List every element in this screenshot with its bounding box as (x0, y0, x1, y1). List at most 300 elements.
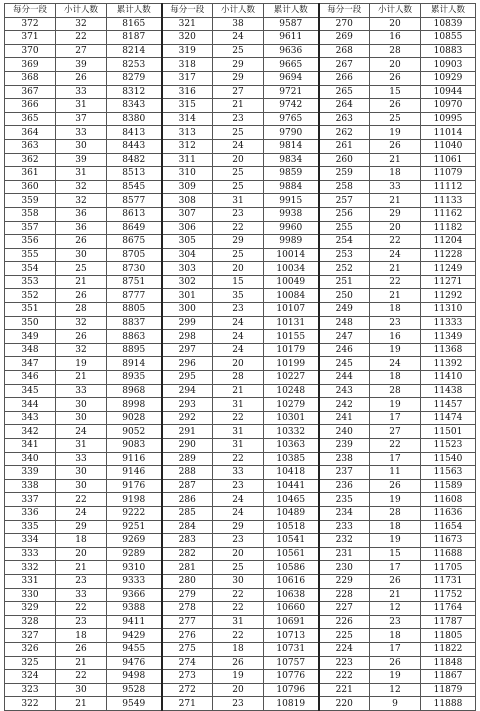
cell-cumulative: 11752 (421, 588, 476, 602)
cell-count: 24 (213, 493, 264, 507)
cell-cumulative: 8968 (107, 384, 162, 398)
cell-cumulative: 10489 (264, 506, 319, 520)
cell-cumulative: 8343 (107, 99, 162, 113)
cell-count: 30 (56, 411, 107, 425)
cell-cumulative: 11879 (421, 683, 476, 697)
cell-count: 33 (213, 466, 264, 480)
cell-score: 348 (5, 343, 56, 357)
cell-score: 346 (5, 371, 56, 385)
cell-score: 313 (162, 126, 213, 140)
cell-score: 336 (5, 506, 56, 520)
cell-count: 18 (370, 520, 421, 534)
cell-cumulative: 10970 (421, 99, 476, 113)
cell-score: 367 (5, 85, 56, 99)
table-row (5, 316, 476, 330)
cell-score: 278 (162, 602, 213, 616)
cell-score: 322 (5, 697, 56, 711)
cell-cumulative: 11563 (421, 466, 476, 480)
cell-count: 30 (213, 574, 264, 588)
cell-score: 234 (319, 506, 370, 520)
cell-cumulative: 11888 (421, 697, 476, 711)
cell-count: 12 (370, 602, 421, 616)
table-row (5, 248, 476, 262)
table-row (5, 602, 476, 616)
table-row (5, 466, 476, 480)
cell-score: 229 (319, 574, 370, 588)
cell-cumulative: 9333 (107, 574, 162, 588)
cell-count: 23 (56, 574, 107, 588)
table-row (5, 17, 476, 31)
cell-score: 365 (5, 112, 56, 126)
cell-score: 308 (162, 194, 213, 208)
cell-score: 253 (319, 248, 370, 262)
cell-cumulative: 9528 (107, 683, 162, 697)
cell-score: 245 (319, 357, 370, 371)
cell-cumulative: 9834 (264, 153, 319, 167)
cell-cumulative: 8730 (107, 262, 162, 276)
table-row (5, 683, 476, 697)
table-row (5, 479, 476, 493)
cell-score: 345 (5, 384, 56, 398)
cell-count: 26 (56, 642, 107, 656)
cell-score: 357 (5, 221, 56, 235)
cell-score: 298 (162, 330, 213, 344)
cell-score: 307 (162, 207, 213, 221)
header-cumulative: 累计人数 (107, 4, 162, 18)
cell-score: 372 (5, 17, 56, 31)
cell-cumulative: 8413 (107, 126, 162, 140)
table-row (5, 520, 476, 534)
header-count: 小计人数 (370, 4, 421, 18)
cell-cumulative: 11867 (421, 670, 476, 684)
cell-count: 26 (56, 71, 107, 85)
cell-cumulative: 11540 (421, 452, 476, 466)
cell-score: 230 (319, 561, 370, 575)
cell-count: 26 (370, 574, 421, 588)
cell-cumulative: 11731 (421, 574, 476, 588)
cell-cumulative: 10049 (264, 275, 319, 289)
cell-count: 19 (370, 398, 421, 412)
cell-cumulative: 8187 (107, 31, 162, 45)
cell-cumulative: 8577 (107, 194, 162, 208)
cell-count: 22 (213, 588, 264, 602)
table-row (5, 58, 476, 72)
cell-score: 275 (162, 642, 213, 656)
table-row (5, 371, 476, 385)
cell-count: 22 (56, 493, 107, 507)
cell-count: 19 (56, 357, 107, 371)
cell-count: 18 (370, 371, 421, 385)
cell-cumulative: 9116 (107, 452, 162, 466)
cell-count: 33 (56, 588, 107, 602)
cell-cumulative: 9310 (107, 561, 162, 575)
table-row (5, 262, 476, 276)
cell-cumulative: 11474 (421, 411, 476, 425)
cell-count: 23 (370, 615, 421, 629)
cell-count: 16 (370, 31, 421, 45)
cell-count: 30 (56, 248, 107, 262)
cell-score: 356 (5, 235, 56, 249)
cell-count: 23 (213, 479, 264, 493)
cell-cumulative: 9814 (264, 139, 319, 153)
cell-score: 236 (319, 479, 370, 493)
cell-cumulative: 10363 (264, 439, 319, 453)
cell-cumulative: 10691 (264, 615, 319, 629)
cell-score: 283 (162, 534, 213, 548)
cell-score: 349 (5, 330, 56, 344)
cell-score: 354 (5, 262, 56, 276)
cell-score: 270 (319, 17, 370, 31)
cell-cumulative: 11705 (421, 561, 476, 575)
cell-score: 243 (319, 384, 370, 398)
cell-count: 37 (56, 112, 107, 126)
cell-score: 314 (162, 112, 213, 126)
cell-cumulative: 8935 (107, 371, 162, 385)
cell-score: 315 (162, 99, 213, 113)
cell-cumulative: 11112 (421, 180, 476, 194)
cell-count: 35 (213, 289, 264, 303)
cell-cumulative: 9052 (107, 425, 162, 439)
cell-score: 326 (5, 642, 56, 656)
cell-cumulative: 11523 (421, 439, 476, 453)
header-count: 小计人数 (56, 4, 107, 18)
cell-count: 20 (370, 17, 421, 31)
cell-cumulative: 11228 (421, 248, 476, 262)
cell-count: 24 (56, 425, 107, 439)
cell-count: 26 (370, 71, 421, 85)
cell-count: 22 (213, 629, 264, 643)
cell-score: 362 (5, 153, 56, 167)
table-row (5, 411, 476, 425)
cell-count: 33 (56, 384, 107, 398)
header-score: 每分一段 (5, 4, 56, 18)
cell-count: 21 (56, 697, 107, 711)
cell-cumulative: 10616 (264, 574, 319, 588)
cell-score: 303 (162, 262, 213, 276)
cell-score: 316 (162, 85, 213, 99)
cell-count: 21 (56, 371, 107, 385)
cell-score: 361 (5, 167, 56, 181)
cell-count: 20 (213, 153, 264, 167)
cell-score: 369 (5, 58, 56, 72)
cell-cumulative: 9388 (107, 602, 162, 616)
cell-count: 22 (370, 439, 421, 453)
cell-cumulative: 9694 (264, 71, 319, 85)
cell-score: 353 (5, 275, 56, 289)
cell-count: 22 (213, 221, 264, 235)
cell-cumulative: 8675 (107, 235, 162, 249)
cell-cumulative: 10995 (421, 112, 476, 126)
cell-cumulative: 10227 (264, 371, 319, 385)
cell-count: 26 (370, 656, 421, 670)
score-table (4, 3, 476, 711)
cell-cumulative: 8545 (107, 180, 162, 194)
cell-count: 15 (370, 85, 421, 99)
cell-cumulative: 10107 (264, 303, 319, 317)
cell-score: 320 (162, 31, 213, 45)
cell-cumulative: 9455 (107, 642, 162, 656)
cell-score: 263 (319, 112, 370, 126)
cell-cumulative: 11764 (421, 602, 476, 616)
cell-count: 24 (370, 248, 421, 262)
cell-count: 20 (213, 357, 264, 371)
cell-score: 233 (319, 520, 370, 534)
cell-score: 246 (319, 343, 370, 357)
cell-score: 262 (319, 126, 370, 140)
score-distribution-sheet (4, 3, 476, 711)
cell-cumulative: 10248 (264, 384, 319, 398)
cell-score: 335 (5, 520, 56, 534)
cell-cumulative: 9884 (264, 180, 319, 194)
cell-count: 22 (56, 602, 107, 616)
cell-cumulative: 9915 (264, 194, 319, 208)
cell-score: 338 (5, 479, 56, 493)
table-row (5, 615, 476, 629)
cell-cumulative: 10796 (264, 683, 319, 697)
cell-count: 23 (370, 316, 421, 330)
cell-count: 26 (56, 289, 107, 303)
cell-cumulative: 11410 (421, 371, 476, 385)
cell-count: 15 (213, 275, 264, 289)
cell-cumulative: 8705 (107, 248, 162, 262)
cell-count: 21 (370, 262, 421, 276)
cell-count: 25 (370, 112, 421, 126)
cell-score: 264 (319, 99, 370, 113)
cell-cumulative: 10660 (264, 602, 319, 616)
table-row (5, 139, 476, 153)
cell-cumulative: 11333 (421, 316, 476, 330)
cell-count: 18 (56, 534, 107, 548)
cell-cumulative: 11438 (421, 384, 476, 398)
cell-count: 26 (56, 330, 107, 344)
cell-cumulative: 10855 (421, 31, 476, 45)
cell-cumulative: 9742 (264, 99, 319, 113)
cell-count: 20 (370, 221, 421, 235)
cell-cumulative: 10179 (264, 343, 319, 357)
cell-cumulative: 9859 (264, 167, 319, 181)
cell-cumulative: 11501 (421, 425, 476, 439)
cell-cumulative: 11204 (421, 235, 476, 249)
table-row (5, 656, 476, 670)
cell-count: 21 (213, 99, 264, 113)
cell-score: 239 (319, 439, 370, 453)
cell-score: 277 (162, 615, 213, 629)
table-row (5, 153, 476, 167)
cell-count: 31 (56, 99, 107, 113)
cell-cumulative: 8279 (107, 71, 162, 85)
cell-score: 225 (319, 629, 370, 643)
cell-cumulative: 8214 (107, 44, 162, 58)
cell-score: 258 (319, 180, 370, 194)
cell-count: 19 (370, 126, 421, 140)
cell-count: 18 (56, 629, 107, 643)
table-row (5, 357, 476, 371)
table-row (5, 588, 476, 602)
cell-score: 235 (319, 493, 370, 507)
cell-score: 325 (5, 656, 56, 670)
table-row (5, 303, 476, 317)
cell-cumulative: 10903 (421, 58, 476, 72)
cell-cumulative: 10385 (264, 452, 319, 466)
cell-cumulative: 11079 (421, 167, 476, 181)
cell-cumulative: 8805 (107, 303, 162, 317)
cell-score: 274 (162, 656, 213, 670)
cell-count: 25 (213, 167, 264, 181)
cell-count: 23 (213, 534, 264, 548)
cell-count: 30 (56, 479, 107, 493)
cell-cumulative: 8253 (107, 58, 162, 72)
cell-score: 332 (5, 561, 56, 575)
table-row (5, 534, 476, 548)
cell-count: 31 (213, 425, 264, 439)
cell-count: 30 (56, 398, 107, 412)
table-row (5, 44, 476, 58)
cell-cumulative: 9587 (264, 17, 319, 31)
cell-score: 297 (162, 343, 213, 357)
cell-cumulative: 11848 (421, 656, 476, 670)
table-row (5, 112, 476, 126)
cell-cumulative: 9289 (107, 547, 162, 561)
cell-count: 22 (56, 670, 107, 684)
cell-count: 17 (370, 561, 421, 575)
cell-cumulative: 8998 (107, 398, 162, 412)
cell-count: 24 (213, 506, 264, 520)
table-row (5, 221, 476, 235)
header-score: 每分一段 (319, 4, 370, 18)
cell-cumulative: 10713 (264, 629, 319, 643)
cell-count: 23 (213, 112, 264, 126)
cell-cumulative: 10131 (264, 316, 319, 330)
cell-cumulative: 9251 (107, 520, 162, 534)
cell-score: 238 (319, 452, 370, 466)
cell-cumulative: 8777 (107, 289, 162, 303)
cell-score: 337 (5, 493, 56, 507)
cell-score: 295 (162, 371, 213, 385)
cell-score: 256 (319, 207, 370, 221)
cell-score: 267 (319, 58, 370, 72)
cell-cumulative: 8312 (107, 85, 162, 99)
cell-count: 21 (370, 194, 421, 208)
cell-score: 241 (319, 411, 370, 425)
cell-score: 358 (5, 207, 56, 221)
table-row (5, 330, 476, 344)
cell-cumulative: 10586 (264, 561, 319, 575)
cell-score: 371 (5, 31, 56, 45)
cell-cumulative: 11787 (421, 615, 476, 629)
cell-score: 340 (5, 452, 56, 466)
cell-cumulative: 11349 (421, 330, 476, 344)
cell-count: 31 (213, 194, 264, 208)
cell-count: 24 (213, 316, 264, 330)
cell-cumulative: 10155 (264, 330, 319, 344)
cell-count: 21 (56, 656, 107, 670)
cell-count: 29 (213, 520, 264, 534)
cell-cumulative: 10883 (421, 44, 476, 58)
cell-cumulative: 8649 (107, 221, 162, 235)
header-score: 每分一段 (162, 4, 213, 18)
cell-cumulative: 8837 (107, 316, 162, 330)
cell-score: 261 (319, 139, 370, 153)
cell-count: 21 (56, 275, 107, 289)
cell-count: 31 (56, 439, 107, 453)
cell-score: 328 (5, 615, 56, 629)
cell-cumulative: 10418 (264, 466, 319, 480)
table-row (5, 99, 476, 113)
cell-cumulative: 11636 (421, 506, 476, 520)
cell-count: 20 (56, 547, 107, 561)
cell-score: 244 (319, 371, 370, 385)
cell-cumulative: 9176 (107, 479, 162, 493)
cell-count: 19 (370, 493, 421, 507)
cell-count: 33 (56, 85, 107, 99)
cell-score: 286 (162, 493, 213, 507)
cell-cumulative: 9765 (264, 112, 319, 126)
cell-cumulative: 9960 (264, 221, 319, 235)
cell-cumulative: 9411 (107, 615, 162, 629)
cell-cumulative: 9721 (264, 85, 319, 99)
cell-score: 247 (319, 330, 370, 344)
cell-count: 11 (370, 466, 421, 480)
cell-count: 32 (56, 17, 107, 31)
cell-score: 226 (319, 615, 370, 629)
cell-cumulative: 9366 (107, 588, 162, 602)
cell-score: 287 (162, 479, 213, 493)
cell-cumulative: 10301 (264, 411, 319, 425)
cell-score: 341 (5, 439, 56, 453)
table-row (5, 642, 476, 656)
cell-score: 306 (162, 221, 213, 235)
table-row (5, 398, 476, 412)
cell-score: 272 (162, 683, 213, 697)
cell-cumulative: 11654 (421, 520, 476, 534)
cell-cumulative: 11271 (421, 275, 476, 289)
cell-count: 29 (213, 71, 264, 85)
cell-count: 24 (213, 343, 264, 357)
table-row (5, 126, 476, 140)
cell-cumulative: 9028 (107, 411, 162, 425)
cell-score: 304 (162, 248, 213, 262)
cell-cumulative: 11392 (421, 357, 476, 371)
cell-score: 327 (5, 629, 56, 643)
cell-cumulative: 10465 (264, 493, 319, 507)
cell-score: 296 (162, 357, 213, 371)
cell-count: 29 (213, 235, 264, 249)
cell-score: 249 (319, 303, 370, 317)
cell-count: 22 (213, 602, 264, 616)
cell-cumulative: 11310 (421, 303, 476, 317)
cell-count: 23 (213, 303, 264, 317)
cell-score: 237 (319, 466, 370, 480)
cell-count: 29 (213, 58, 264, 72)
cell-count: 24 (213, 330, 264, 344)
cell-score: 240 (319, 425, 370, 439)
cell-score: 223 (319, 656, 370, 670)
table-row (5, 194, 476, 208)
cell-cumulative: 10638 (264, 588, 319, 602)
cell-cumulative: 8613 (107, 207, 162, 221)
cell-score: 363 (5, 139, 56, 153)
cell-score: 359 (5, 194, 56, 208)
table-row (5, 493, 476, 507)
cell-count: 32 (56, 316, 107, 330)
cell-score: 294 (162, 384, 213, 398)
cell-count: 28 (370, 384, 421, 398)
cell-score: 292 (162, 411, 213, 425)
cell-score: 351 (5, 303, 56, 317)
cell-count: 25 (213, 180, 264, 194)
cell-score: 368 (5, 71, 56, 85)
cell-cumulative: 10034 (264, 262, 319, 276)
